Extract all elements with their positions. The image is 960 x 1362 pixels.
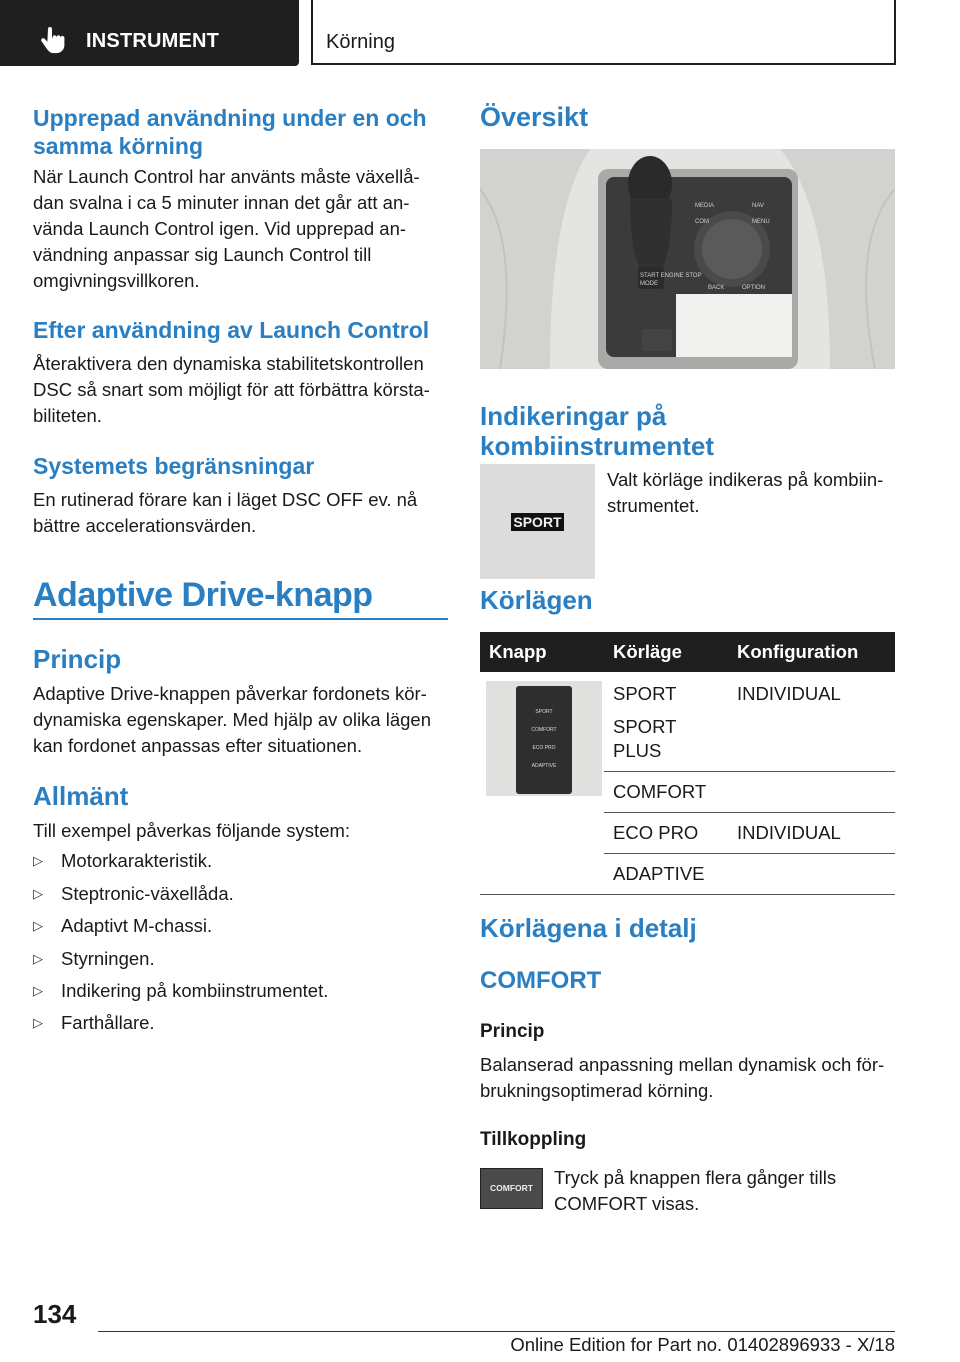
heading-overview: Översikt xyxy=(480,102,589,132)
heading-principle: Princip xyxy=(33,644,122,674)
console-photo xyxy=(480,149,895,369)
comfort-badge: COMFORT xyxy=(490,1183,533,1193)
mode-cell: SPORT SPORT PLUS xyxy=(604,672,728,772)
console-label: MODE xyxy=(640,281,658,287)
footer-rule xyxy=(98,1331,895,1332)
console-label: OPTION xyxy=(742,285,766,291)
paragraph-repeat-use: När Launch Control har använts måste växellå- dan svalna i ca 5 minuter innan det går att an- vända Launch Control igen. Vid upprepad an- vändning anpassar sig Launch Control till omgivningsvillkoren. xyxy=(33,166,420,291)
list-item: ▷ Adaptivt M-chassi. xyxy=(33,913,212,939)
chapter-box xyxy=(311,0,896,65)
mode-cell: ADAPTIVE xyxy=(604,854,728,895)
console-label: BACK xyxy=(708,285,725,291)
button-label: SPORT xyxy=(535,709,553,715)
paragraph-indications: Valt körläge indikeras på kombiin- strumentet. xyxy=(607,469,884,516)
console-label: MENU xyxy=(752,219,770,225)
list-item: ▷ Steptronic-växellåda. xyxy=(33,881,234,907)
column-header: Knapp xyxy=(480,632,604,672)
config-cell xyxy=(728,772,895,813)
paragraph-principle: Adaptive Drive-knappen påverkar fordonets kör- dynamiska egenskaper. Med hjälp av olika lägen kan fordonet anpassas efter situationen. xyxy=(33,683,431,756)
chapter-heading: Adaptive Drive-knapp xyxy=(33,576,373,614)
config-cell: INDIVIDUAL xyxy=(728,813,895,854)
console-label: NAV xyxy=(752,203,764,209)
button-label: ADAPTIVE xyxy=(531,763,557,769)
table-header-row xyxy=(480,632,895,672)
page-header xyxy=(0,0,960,66)
paragraph-general: Till exempel påverkas följande system: xyxy=(33,820,351,841)
triangle-bullet-icon: ▷ xyxy=(33,983,43,998)
button-image-cell xyxy=(480,672,604,895)
center-console-illustration xyxy=(480,149,895,369)
paragraph-princip: Balanserad anpassning mellan dynamisk och för- brukningsoptimerad körning. xyxy=(480,1054,885,1101)
paragraph-after-use: Återaktivera den dynamiska stabilitetskontrollen DSC så snart som möjligt för att förbättra körsta- biliteten. xyxy=(33,353,430,426)
table-row xyxy=(480,672,895,772)
console-label: START ENGINE STOP xyxy=(640,273,702,279)
heading-princip: Princip xyxy=(480,1021,545,1042)
chapter-title: Körning xyxy=(326,31,395,53)
page-number: 134 xyxy=(33,1299,77,1329)
column-header: Körläge xyxy=(604,632,728,672)
triangle-bullet-icon: ▷ xyxy=(33,951,43,966)
triangle-bullet-icon: ▷ xyxy=(33,1015,43,1030)
config-cell: INDIVIDUAL xyxy=(728,672,895,772)
heading-general: Allmänt xyxy=(33,781,129,811)
column-header: Konfiguration xyxy=(728,632,895,672)
triangle-bullet-icon: ▷ xyxy=(33,918,43,933)
heading-comfort: COMFORT xyxy=(480,967,602,994)
heading-after-use: Efter användning av Launch Control xyxy=(33,317,430,343)
section-tab xyxy=(0,0,299,66)
console-label: MEDIA xyxy=(695,203,715,209)
cluster-display-image xyxy=(480,464,595,579)
mode-button-image xyxy=(486,681,602,796)
list-item: ▷ Farthållare. xyxy=(33,1010,155,1036)
triangle-bullet-icon: ▷ xyxy=(33,886,43,901)
mode-cell: ECO PRO xyxy=(604,813,728,854)
paragraph-activation: Tryck på knappen flera gånger tills COMFORT visas. xyxy=(554,1167,837,1214)
section-title: INSTRUMENT xyxy=(86,30,220,52)
list-item: ▷ Indikering på kombiinstrumentet. xyxy=(33,978,328,1004)
heading-repeat-use: Upprepad användning under en och samma körning xyxy=(33,105,427,159)
paragraph-system-limits: En rutinerad förare kan i läget DSC OFF ev. nå bättre accelerationsvärden. xyxy=(33,489,418,536)
mode-cell: COMFORT xyxy=(604,772,728,813)
console-label: COM xyxy=(695,219,709,225)
list-item: ▷ Motorkarakteristik. xyxy=(33,848,212,874)
modes-table xyxy=(480,632,895,895)
comfort-button-image xyxy=(480,1168,543,1209)
heading-modes: Körlägen xyxy=(480,585,593,615)
button-label: ECO PRO xyxy=(532,745,556,751)
heading-activation: Tillkoppling xyxy=(480,1129,587,1150)
heading-mode-details: Körlägena i detalj xyxy=(480,913,697,943)
heading-indications: Indikeringar på kombiinstrumentet xyxy=(480,401,715,461)
sport-badge: SPORT xyxy=(511,513,564,531)
button-label: COMFORT xyxy=(531,727,557,733)
heading-underline xyxy=(33,618,448,620)
list-item: ▷ Styrningen. xyxy=(33,946,155,972)
edition-note: Online Edition for Part no. 01402896933 - X/18 xyxy=(510,1334,895,1355)
hand-pointer-icon xyxy=(40,27,66,55)
config-cell xyxy=(728,854,895,895)
triangle-bullet-icon: ▷ xyxy=(33,853,43,868)
heading-system-limits: Systemets begränsningar xyxy=(33,453,315,479)
